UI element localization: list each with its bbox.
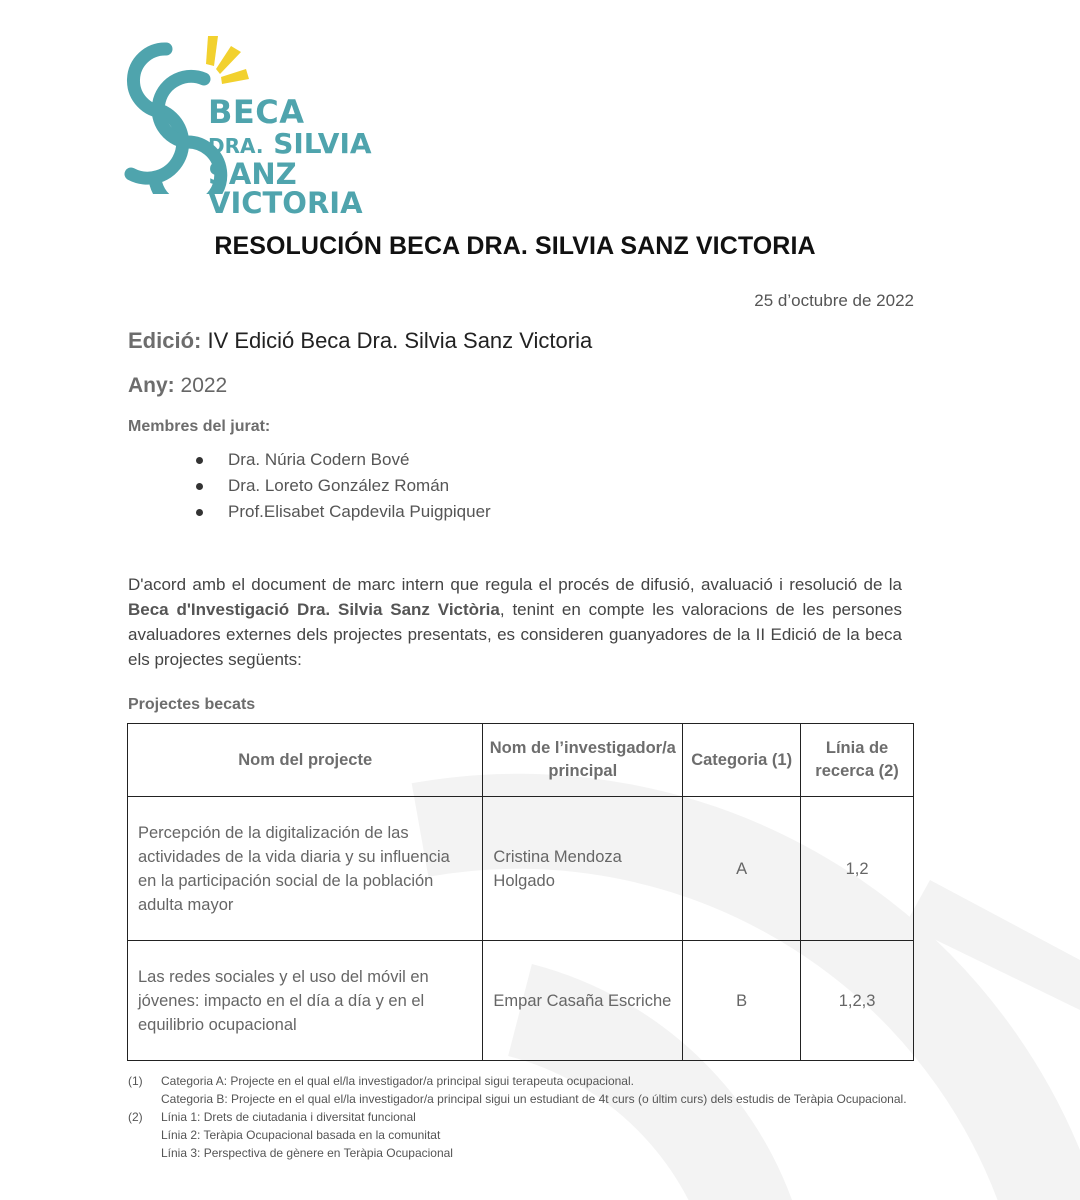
header-project-name: Nom del projecte [128,724,483,797]
footnote-number: (2) [128,1110,143,1124]
paragraph-beca-name: Beca d'Investigació Dra. Silvia Sanz Victòria [128,600,500,619]
projects-table [127,723,914,1061]
edicio-field [128,328,592,354]
cell-research-line: 1,2,3 [801,941,914,1061]
footnote-line: Línia 3: Perspectiva de gènere en Teràpia Ocupacional [161,1146,453,1160]
cell-research-line: 1,2 [801,797,914,941]
paragraph-text: , tenint en compte les valoracions de les persones avaluadores externes dels projectes presentats, es consideren guanyadores de la II Edició de la beca els projectes següents: [128,600,903,669]
paragraph-text: D'acord amb el document de marc intern que regula el procés de difusió, avaluació i resolució de la [128,575,902,594]
document-date: 25 d’octubre de 2022 [754,291,914,310]
document-title: RESOLUCIÓN BECA DRA. SILVIA SANZ VICTORIA [214,232,816,260]
jurat-member: Dra. Loreto González Román [196,473,491,499]
resolution-paragraph [128,572,902,672]
any-value: 2022 [180,374,228,397]
cell-category: A [683,797,801,941]
header-research-line: Línia de recerca (2) [801,724,914,797]
logo-line-beca: BECA [208,93,305,131]
header-category: Categoria (1) [683,724,801,797]
cell-researcher: Cristina Mendoza Holgado [483,797,683,941]
footnotes [128,1072,907,1162]
footnote-line: Línia 1: Drets de ciutadania i diversitat funcional [161,1110,416,1124]
footnote-line: Categoria A: Projecte en el qual el/la investigador/a principal sigui terapeuta ocupacional. [161,1074,634,1088]
jurat-list [196,447,491,525]
footnote-1 [128,1072,907,1108]
logo-line-sanz-victoria: SANZ VICTORIA [208,157,363,220]
table-header-row [128,724,914,797]
footnote-line: Categoria B: Projecte en el qual el/la investigador/a principal sigui un estudiant de 4t curs (o últim curs) dels estudis de Teràpia Ocupacional. [161,1092,907,1106]
any-field [128,374,227,398]
footnote-2 [128,1108,907,1162]
table-row [128,941,914,1061]
cell-researcher: Empar Casaña Escriche [483,941,683,1061]
jurat-label: Membres del jurat: [128,418,271,435]
cell-project-name: Percepción de la digitalización de las actividades de la vida diaria y su influencia en la participación social de la población adulta mayor [128,797,483,941]
footnote-number: (1) [128,1074,143,1088]
edicio-label: Edició: [128,328,202,353]
jurat-member: Dra. Núria Codern Bové [196,447,491,473]
projects-label: Projectes becats [128,696,256,713]
edicio-value: IV Edició Beca Dra. Silvia Sanz Victoria [207,328,593,353]
cell-category: B [683,941,801,1061]
logo-line-silvia: SILVIA [273,127,372,160]
table-row [128,797,914,941]
header-researcher: Nom de l’investigador/a principal [483,724,683,797]
jurat-member: Prof.Elisabet Capdevila Puigpiquer [196,499,491,525]
cell-project-name: Las redes sociales y el uso del móvil en jóvenes: impacto en el día a día y en el equilibrio ocupacional [128,941,483,1061]
logo-line-dra: DRA. [208,134,264,158]
footnote-line: Línia 2: Teràpia Ocupacional basada en la comunitat [161,1128,441,1142]
any-label: Any: [128,374,175,397]
beca-logo [96,24,456,220]
